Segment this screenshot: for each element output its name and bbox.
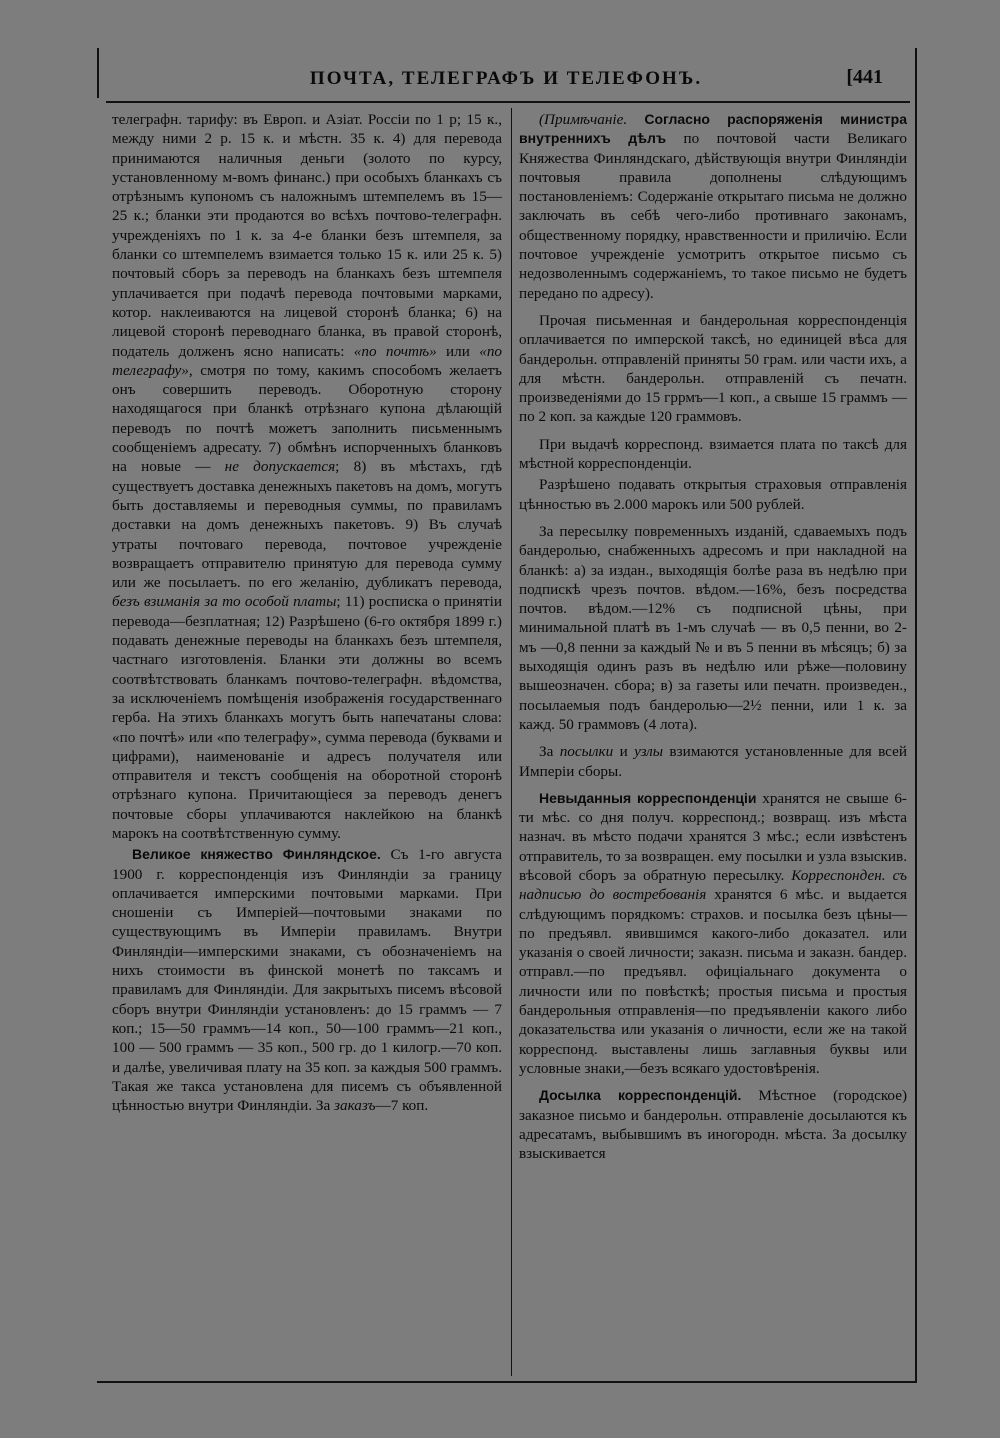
section-heading: Невыданныя корреспонденціи — [539, 789, 757, 806]
page-frame-right — [915, 48, 917, 1383]
italic-run: не допускается — [224, 458, 336, 476]
paragraph-insured: Разрѣшено подавать открытыя страховыя отправленія цѣнностью въ 2.000 марокъ или 500 рублей. — [519, 476, 907, 513]
paragraph-note — [519, 110, 907, 303]
text-run: телеграфн. тарифу: въ Европ. и Азіат. Россіи по 1 р; 15 к., между ними 2 р. 15 к. и мѣстн. 35 к. 4) для перевода принимаются наличныя деньги (золото по курсу, установленному м-вомъ финанс.) при особыхъ бланкахъ съ отрѣзнымъ купономъ съ наложнымъ штемпелемъ въ 15—25 к.; бланки эти продаются во всѣхъ почтово-телеграфн. учрежденіяхъ по 1 к. за 4-е бланки безъ штемпеля, за бланки со штемпелемъ взимается только 15 к. или 25 к. 5) почтовый сборъ за переводъ на бланкахъ безъ штемпеля уплачивается при подачѣ перевода почтовыми марками, котор. наклеиваются на лицевой сторонѣ бланка; 6) на лицевой сторонѣ переводнаго бланка, въ правой сторонѣ, податель долженъ ясно написать: — [112, 111, 502, 360]
section-heading: Досылка корреспонденцій. — [539, 1087, 742, 1104]
italic-run: посылки — [559, 743, 614, 761]
paragraph-printed-matter: Прочая письменная и бандерольная корреспонденція оплачивается по имперской таксѣ, но единицей вѣса для бандерольн. отправленій приняты 50 грам. или части ихъ, а для мѣстн. бандерольн. отправленій съ печатн. произведеніями до 15 гррмъ—1 коп., а свыше 15 граммъ — по 2 коп. за каждые 120 граммовъ. — [519, 311, 907, 426]
text-run: ; 11) росписка о принятіи перевода—безплатная; 12) Разрѣшено (6-го октября 1899 г.) подавать денежные переводы на бланкахъ безъ штемпеля, частнаго изготовленія. Бланки эти должны во всемъ соотвѣтствовать бланкамъ почтово-телеграфн. вѣдомства, за исключеніемъ помѣщенія изображенія государственнаго герба. На этихъ бланкахъ могутъ быть напечатаны слова: «по почтѣ» или «по телеграфу», сумма перевода (буквами и цифрами), наименованіе и адресъ получателя или отправителя и текстъ сообщенія на оборотной сторонѣ отрѣзнаго купона. Причитающіеся за переводъ денегъ почтовые сборы уплачиваются наклейкою на бланкѣ марокъ на соотвѣтственную сумму. — [112, 593, 502, 842]
text-run: хранятся 6 мѣс. и выдается слѣдующимъ порядкомъ: страхов. и посылка безъ цѣны—по предъявл. явившимся какого-либо доказател. или указанія о своей личности; заказн. письма и заказн. бандер. отправл.—по предъявл. офиціальнаго документа о личности или по повѣсткѣ; простыя письма и простыя бандерольныя отправленія—по предъявленіи какого либо доказательства или указанія о личности, если же на такой корреспонд. выставлены лишь заглавныя буквы или условные знаки,—безъ всякаго удостовѣренія. — [519, 886, 907, 1077]
paragraph-undelivered — [519, 789, 907, 1078]
right-column — [519, 110, 907, 1165]
paragraph-delivery-fee: При выдачѣ корреспонд. взимается плата по таксѣ для мѣстной корреспонденціи. — [519, 435, 907, 473]
italic-run: (Примѣчаніе. — [539, 111, 628, 128]
paragraph-periodicals: За пересылку повременныхъ изданій, сдаваемыхъ подъ бандеролью, снабженныхъ адресомъ и при накладной на бланкѣ: а) за издан., выходящія болѣе раза въ недѣлю при подпискѣ чрезъ почтов. вѣдом.—16%, безъ посредства почтов. вѣдом.—12% съ подписной цѣны, при минимальной платѣ въ 1-мъ случаѣ — въ 0,5 пенни, во 2-мъ —0,8 пенни за каждый № и въ 5 пенни въ мѣсяцъ; б) за выходящія одинъ разъ въ недѣлю или рѣже—половину вышеозначен. сбора; в) за газеты или печатн. произведен., посылаемыя подъ бандеролью—2½ пенни, или 1 к. за кажд. 50 граммовъ (4 лота). — [519, 522, 907, 733]
bold-run: Согласно распоряженія министра внутреннихъ дѣлъ — [519, 111, 907, 147]
page-number: [441 — [846, 66, 883, 88]
italic-run: «по телеграфу» — [112, 342, 502, 379]
section-heading: Великое княжество Финляндское. — [132, 846, 381, 863]
paragraph-parcels — [519, 742, 907, 781]
text-run: —7 коп. — [375, 1097, 429, 1115]
text-run: или — [436, 342, 480, 360]
text-run: взимаются установленные для всей Имперіи сборы. — [519, 743, 907, 780]
header-rule — [106, 101, 910, 103]
text-run: За — [539, 743, 560, 761]
left-column — [112, 110, 502, 1117]
text-run: Мѣстное (городское) заказное письмо и бандерольн. отправленіе досылаются къ адресатамъ, выбывшимъ въ иногородн. мѣста. За досылку взыскивается — [519, 1087, 908, 1163]
page-frame-bottom — [97, 1381, 917, 1383]
text-run: ; 8) въ мѣстахъ, гдѣ существуетъ доставка денежныхъ пакетовъ на домъ, могутъ быть доставляемы и переводныя суммы, по правиламъ доставки на домъ денежныхъ пакетовъ. 9) Въ случаѣ утраты почтоваго перевода, почтовое учрежденіе возвращаетъ отправителю принятую для перевода сумму или же посылаетъ. по его желанію, дубликатъ перевода, — [112, 458, 502, 592]
paragraph-forwarding — [519, 1086, 907, 1163]
italic-run: безъ взиманія за то особой платы — [112, 593, 337, 611]
running-header — [97, 64, 915, 104]
paragraph-transfers — [112, 110, 502, 843]
column-divider — [511, 108, 512, 1376]
text-run: , смотря по тому, какимъ способомъ желаетъ онъ совершить переводъ. Оборотную сторону находящагося при бланкѣ отрѣзнаго купона дѣлающій переводъ по почтѣ можетъ заполнить письменнымъ сообщеніемъ адресату. 7) обмѣнъ испорченныхъ бланковъ на новые — — [112, 361, 502, 476]
italic-run: «по почтѣ» — [353, 342, 437, 360]
text-run: хранятся не свыше 6-ти мѣс. со дня получ. корреспонд.; возвращ. изъ мѣста назнач. въ мѣсто подачи хранятся 3 мѣс.; если извѣстенъ отправитель, то за возвращен. ему посылки и узла взыскив. вѣсовой сборъ за обратную пересылку. — [519, 789, 907, 884]
text-run: и — [613, 743, 635, 761]
paragraph-finland — [112, 845, 502, 1115]
text-run: Съ 1-го августа 1900 г. корреспонденція изъ Финляндіи за границу оплачивается имперскими почтовыми марками. При сношеніи съ Имперіей—почтовыми знаками по существующимъ въ Имперіи правиламъ. Внутри Финляндіи—имперскими знаками, съ обозначеніемъ на нихъ стоимости въ финской монетѣ по таксамъ и правиламъ для Финляндіи. Для закрытыхъ писемъ вѣсовой сборъ внутри Финляндіи установленъ: до 15 граммъ — 7 коп.; 15—50 граммъ—14 коп., 50—100 граммъ—21 коп., 100 — 500 граммъ — 35 коп., 500 гр. до 1 килогр.—70 коп. и далѣе, увеличивая плату на 35 коп. за каждыя 500 граммъ. Такая же такса установлена для писемъ съ объявленной цѣнностью внутри Финляндіи. За — [112, 846, 502, 1115]
italic-run: заказъ — [334, 1097, 376, 1115]
italic-run: Корреспонден. съ надписью до востребованія — [519, 866, 907, 904]
text-run: по почтовой части Великаго Княжества Финляндскаго, дѣйствующія внутри Финляндіи почтовыя правила дополнены слѣдующимъ постановленіемъ: Содержаніе открытаго письма не должно заключать въ себѣ чего-либо противнаго законамъ, общественному порядку, нравственности и приличію. Если почтовое учрежденіе усмотритъ открытое письмо съ недозволеннымъ содержаніемъ, то такое письмо не будетъ передано по адресу). — [519, 130, 908, 302]
running-title: ПОЧТА, ТЕЛЕГРАФЪ И ТЕЛЕФОНЪ. — [309, 68, 703, 89]
italic-run: узлы — [634, 743, 664, 761]
